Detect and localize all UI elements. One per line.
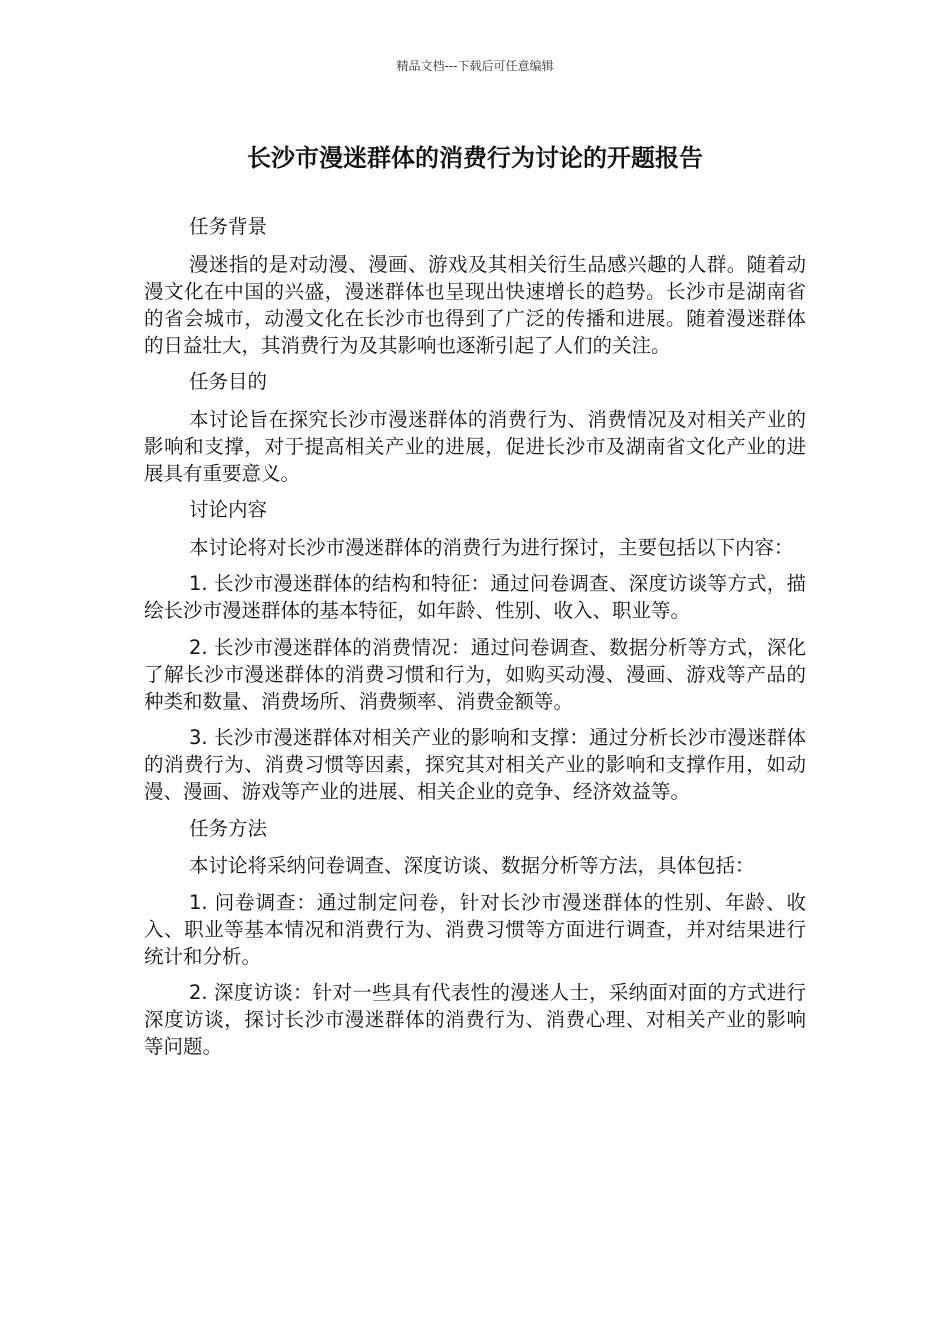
list-item-content-3: 3. 长沙市漫迷群体对相关产业的影响和支撑：通过分析长沙市漫迷群体的消费行为、消费习惯等因素，探究其对相关产业的影响和支撑作用，如动漫、漫画、游戏等产业的进展、相关企业的竞争、经济效益等。 (144, 726, 806, 803)
section-heading-purpose: 任务目的 (189, 370, 268, 393)
paragraph-content-intro: 本讨论将对长沙市漫迷群体的消费行为进行探讨，主要包括以下内容： (189, 535, 794, 559)
paragraph-method-intro: 本讨论将采纳问卷调查、深度访谈、数据分析等方法，具体包括： (189, 854, 755, 877)
paragraph-purpose: 本讨论旨在探究长沙市漫迷群体的消费行为、消费情况及对相关产业的影响和支撑，对于提高相关产业的进展，促进长沙市及湖南省文化产业的进展具有重要意义。 (144, 407, 806, 485)
section-heading-background: 任务背景 (189, 215, 268, 238)
section-heading-method: 任务方法 (189, 816, 268, 840)
document-title: 长沙市漫迷群体的消费行为讨论的开题报告 (247, 144, 703, 172)
list-item-content-2: 2. 长沙市漫迷群体的消费情况：通过问卷调查、数据分析等方式，深化了解长沙市漫迷群体的消费习惯和行为，如购买动漫、漫画、游戏等产品的种类和数量、消费场所、消费频率、消费金额等。 (144, 635, 806, 713)
list-item-method-1: 1. 问卷调查：通过制定问卷，针对长沙市漫迷群体的性别、年龄、收入、职业等基本情况和消费行为、消费习惯等方面进行调查，并对结果进行统计和分析。 (144, 890, 806, 968)
document-body (144, 213, 806, 1070)
list-item-content-1: 1. 长沙市漫迷群体的结构和特征：通过问卷调查、深度访谈等方式，描绘长沙市漫迷群体的基本特征，如年龄、性别、收入、职业等。 (144, 572, 806, 622)
header-note: 精品文档---下载后可任意编辑 (396, 59, 554, 73)
section-heading-content: 讨论内容 (189, 498, 268, 521)
list-item-method-2: 2. 深度访谈：针对一些具有代表性的漫迷人士，采纳面对面的方式进行深度访谈，探讨长沙市漫迷群体的消费行为、消费心理、对相关产业的影响等问题。 (144, 981, 806, 1058)
paragraph-background: 漫迷指的是对动漫、漫画、游戏及其相关衍生品感兴趣的人群。随着动漫文化在中国的兴盛，漫迷群体也呈现出快速增长的趋势。长沙市是湖南省的省会城市，动漫文化在长沙市也得到了广泛的传播和进展。随着漫迷群体的日益壮大，其消费行为及其影响也逐渐引起了人们的关注。 (144, 252, 806, 357)
